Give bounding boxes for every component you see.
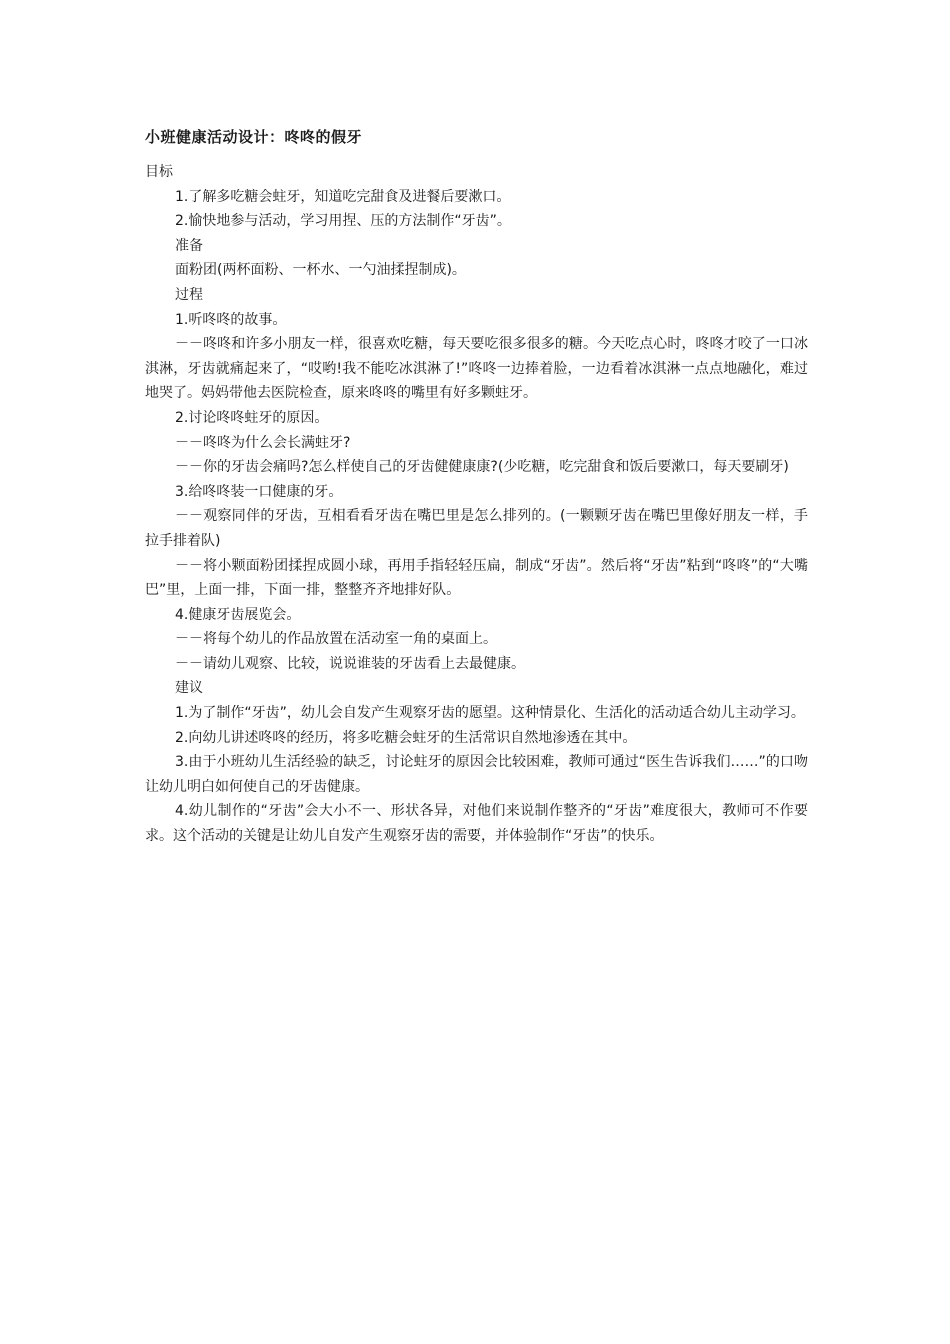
section-heading-preparation: 准备	[175, 237, 203, 254]
paragraph: 2.向幼儿讲述咚咚的经历，将多吃糖会蛀牙的生活常识自然地渗透在其中。	[175, 729, 637, 746]
document-page	[145, 125, 808, 849]
document-title: 小班健康活动设计：咚咚的假牙	[145, 128, 363, 146]
paragraph: 3.给咚咚装一口健康的牙。	[175, 483, 343, 500]
paragraph: －－咚咚和许多小朋友一样，很喜欢吃糖，每天要吃很多很多的糖。今天吃点心时，咚咚才咬了一口冰淇淋，牙齿就痛起来了，“哎哟!我不能吃冰淇淋了!”咚咚一边捧着脸，一边看着冰淇淋一点点地融化，难过地哭了。妈妈带他去医院检查，原来咚咚的嘴里有好多颗蛀牙。	[145, 336, 808, 402]
paragraph: 4.幼儿制作的“牙齿”会大小不一、形状各异，对他们来说制作整齐的“牙齿”难度很大，教师可不作要求。这个活动的关键是让幼儿自发产生观察牙齿的需要，并体验制作“牙齿”的快乐。	[145, 803, 808, 845]
paragraph: －－观察同伴的牙齿，互相看看牙齿在嘴巴里是怎么排列的。(一颗颗牙齿在嘴巴里像好朋友一样，手拉手排着队)	[145, 508, 808, 549]
paragraph: 2.愉快地参与活动，学习用捏、压的方法制作“牙齿”。	[175, 213, 511, 230]
paragraph: 1.听咚咚的故事。	[175, 311, 287, 328]
paragraph: 2.讨论咚咚蛀牙的原因。	[175, 409, 329, 426]
paragraph: 1.了解多吃糖会蛀牙，知道吃完甜食及进餐后要漱口。	[175, 188, 511, 205]
document-body	[145, 160, 808, 849]
paragraph: 面粉团(两杯面粉、一杯水、一勺油揉捏制成)。	[175, 262, 466, 279]
paragraph: 1.为了制作“牙齿”，幼儿会自发产生观察牙齿的愿望。这种情景化、生活化的活动适合幼儿主动学习。	[175, 705, 805, 722]
paragraph: －－请幼儿观察、比较，说说谁装的牙齿看上去最健康。	[175, 655, 525, 672]
paragraph: 4.健康牙齿展览会。	[175, 606, 301, 623]
paragraph: －－将小颗面粉团揉捏成圆小球，再用手指轻轻压扁，制成“牙齿”。然后将“牙齿”粘到“咚咚”的“大嘴巴”里，上面一排，下面一排，整整齐齐地排好队。	[145, 557, 808, 599]
section-heading-goals: 目标	[145, 164, 173, 180]
section-heading-process: 过程	[175, 286, 203, 303]
paragraph: 3.由于小班幼儿生活经验的缺乏，讨论蛀牙的原因会比较困难，教师可通过“医生告诉我们……”的口吻让幼儿明白如何使自己的牙齿健康。	[145, 754, 808, 795]
paragraph: －－你的牙齿会痛吗?怎么样使自己的牙齿健健康康?(少吃糖，吃完甜食和饭后要漱口，每天要刷牙)	[175, 459, 789, 476]
section-heading-suggestions: 建议	[175, 680, 203, 697]
paragraph: －－咚咚为什么会长满蛀牙?	[175, 434, 351, 451]
paragraph: －－将每个幼儿的作品放置在活动室一角的桌面上。	[175, 631, 497, 648]
